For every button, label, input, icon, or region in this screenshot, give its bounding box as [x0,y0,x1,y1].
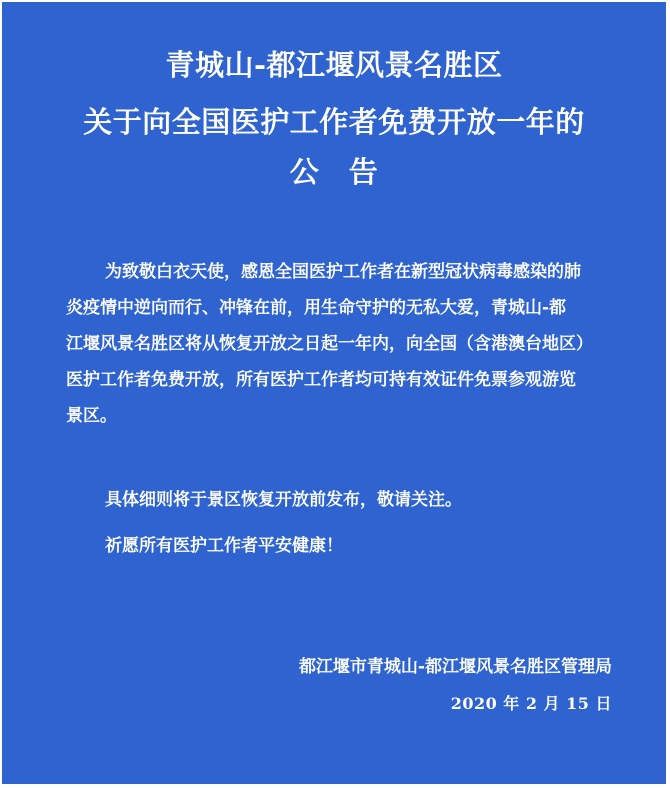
announcement-panel [2,2,666,784]
signature-date: 2020 年 2 月 15 日 [450,694,612,713]
paragraph-1-line-2: 炎疫情中逆向而行、冲锋在前，用生命守护的无私大爱，青城山-都 [66,298,567,318]
title-line-3: 公 告 [289,155,379,189]
signature-organization: 都江堰市青城山-都江堰风景名胜区管理局 [298,657,612,677]
title-line-2: 关于向全国医护工作者免费开放一年的 [83,105,585,139]
paragraph-2: 具体细则将于景区恢复开放前发布，敬请关注。 [105,490,462,510]
title-line-1: 青城山-都江堰风景名胜区 [165,48,503,82]
paragraph-1-line-3: 江堰风景名胜区将从恢复开放之日起一年内，向全国（含港澳台地区） [66,334,593,354]
paragraph-1-line-5: 景区。 [66,406,117,426]
paragraph-3: 祈愿所有医护工作者平安健康！ [105,536,343,556]
paragraph-1-line-1: 为致敬白衣天使，感恩全国医护工作者在新型冠状病毒感染的肺 [105,262,581,282]
paragraph-1-line-4: 医护工作者免费开放，所有医护工作者均可持有效证件免票参观游览 [66,370,576,390]
paragraph-1 [66,254,626,434]
